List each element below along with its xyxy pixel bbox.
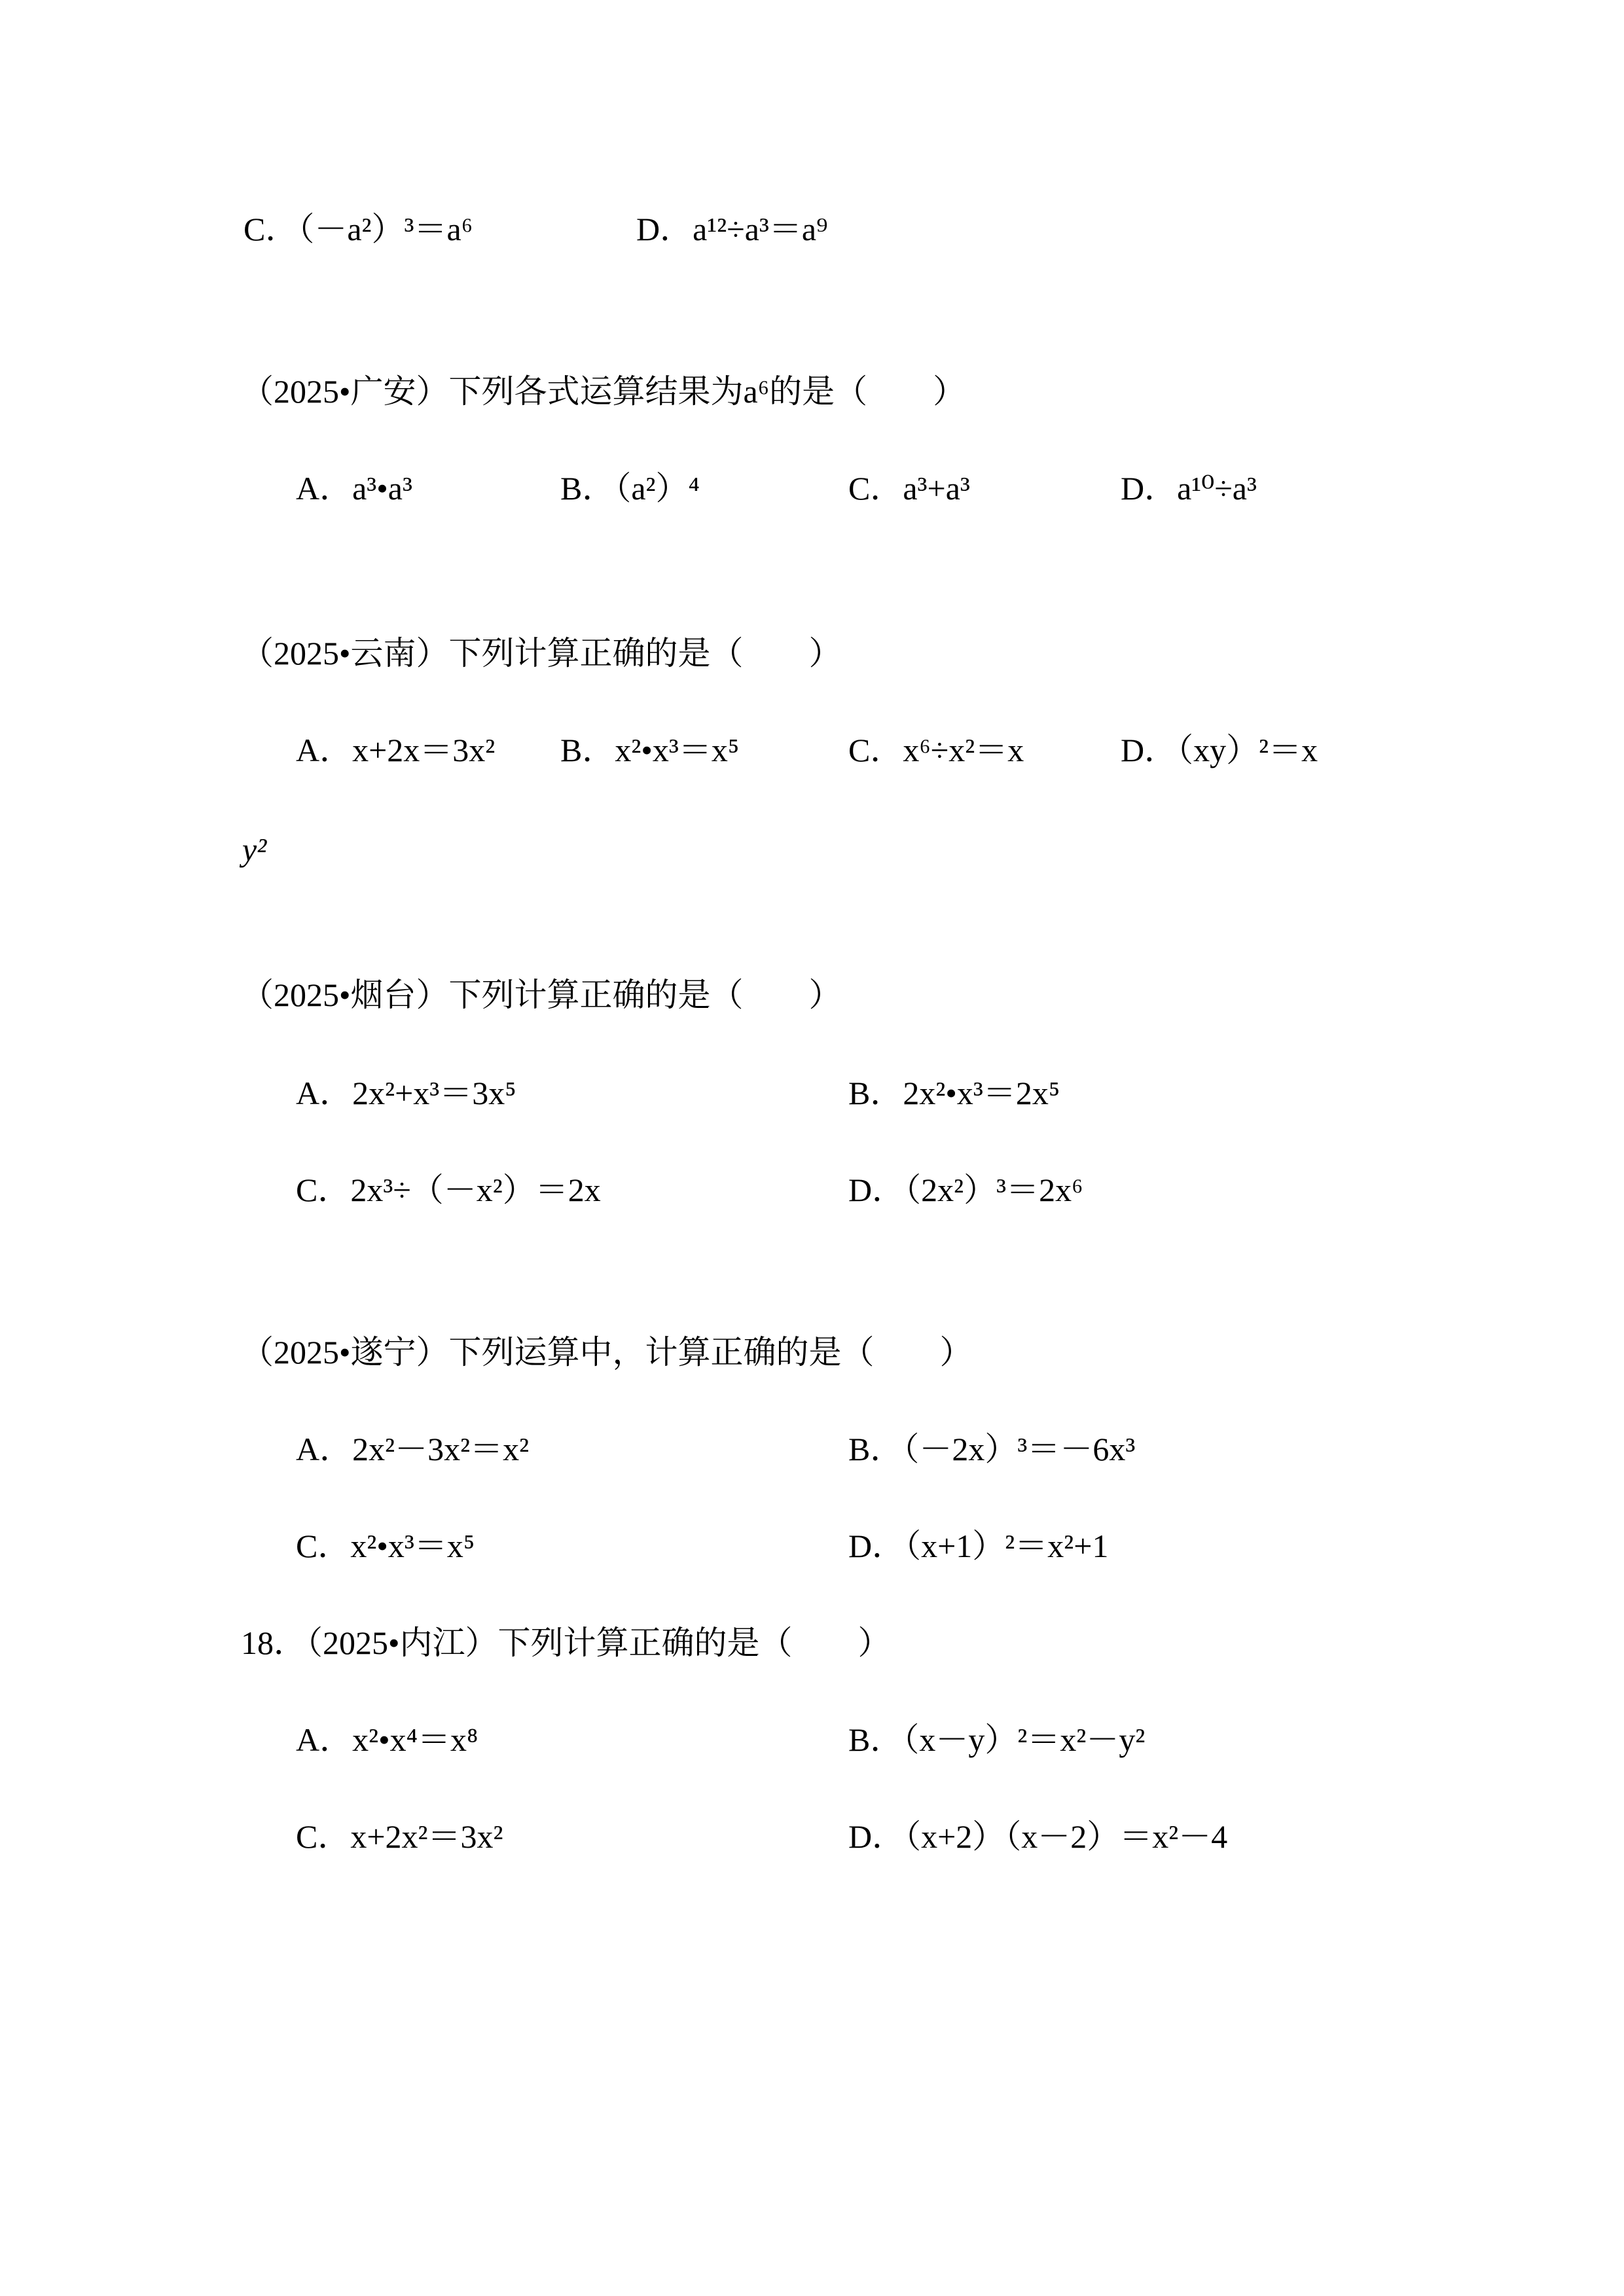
question-2-option-b: B．x²•x³＝x⁵ — [560, 732, 740, 768]
question-1-option-a: A．a³•a³ — [296, 470, 412, 507]
question-1-option-c: C．a³+a³ — [848, 470, 970, 507]
question-4-option-d: D．（x+1）²＝x²+1 — [848, 1528, 1109, 1564]
question-2-stem: （2025•云南）下列计算正确的是（ ） — [241, 635, 842, 672]
question-4-stem: （2025•遂宁）下列运算中，计算正确的是（ ） — [241, 1334, 973, 1371]
question-18-option-d: D．（x+2）（x－2）＝x²－4 — [848, 1818, 1228, 1855]
question-18-stem: 18．（2025•内江）下列计算正确的是（ ） — [241, 1624, 891, 1661]
question-3-option-c: C．2x³÷（－x²）＝2x — [296, 1172, 601, 1208]
prev-option-d: D．a¹²÷a³＝a⁹ — [636, 211, 828, 247]
question-4-option-a: A．2x²－3x²＝x² — [296, 1431, 530, 1467]
question-18-option-c: C．x+2x²＝3x² — [296, 1818, 503, 1855]
question-3-option-d: D．（2x²）³＝2x⁶ — [848, 1172, 1083, 1208]
question-3-option-a: A．2x²+x³＝3x⁵ — [296, 1075, 516, 1111]
question-1-option-b: B．（a²）⁴ — [560, 470, 700, 507]
question-18-option-b: B．（x－y）²＝x²－y² — [848, 1721, 1146, 1758]
question-3-stem: （2025•烟台）下列计算正确的是（ ） — [241, 977, 842, 1013]
question-2-option-d: D．（xy）²＝x — [1121, 732, 1318, 768]
question-4-option-b: B．（－2x）³＝－6x³ — [848, 1431, 1136, 1467]
question-1-option-d: D．a¹⁰÷a³ — [1121, 470, 1257, 507]
prev-option-c: C．（－a²）³＝a⁶ — [244, 211, 473, 247]
question-4-option-c: C．x²•x³＝x⁵ — [296, 1528, 475, 1564]
question-3-option-b: B．2x²•x³＝2x⁵ — [848, 1075, 1060, 1111]
question-2-option-c: C．x⁶÷x²＝x — [848, 732, 1024, 768]
question-18-option-a: A．x²•x⁴＝x⁸ — [296, 1721, 478, 1758]
question-2-option-d-wrap: y² — [242, 831, 267, 868]
question-1-stem: （2025•广安）下列各式运算结果为a⁶的是（ ） — [241, 373, 966, 410]
question-2-option-a: A．x+2x＝3x² — [296, 732, 496, 768]
